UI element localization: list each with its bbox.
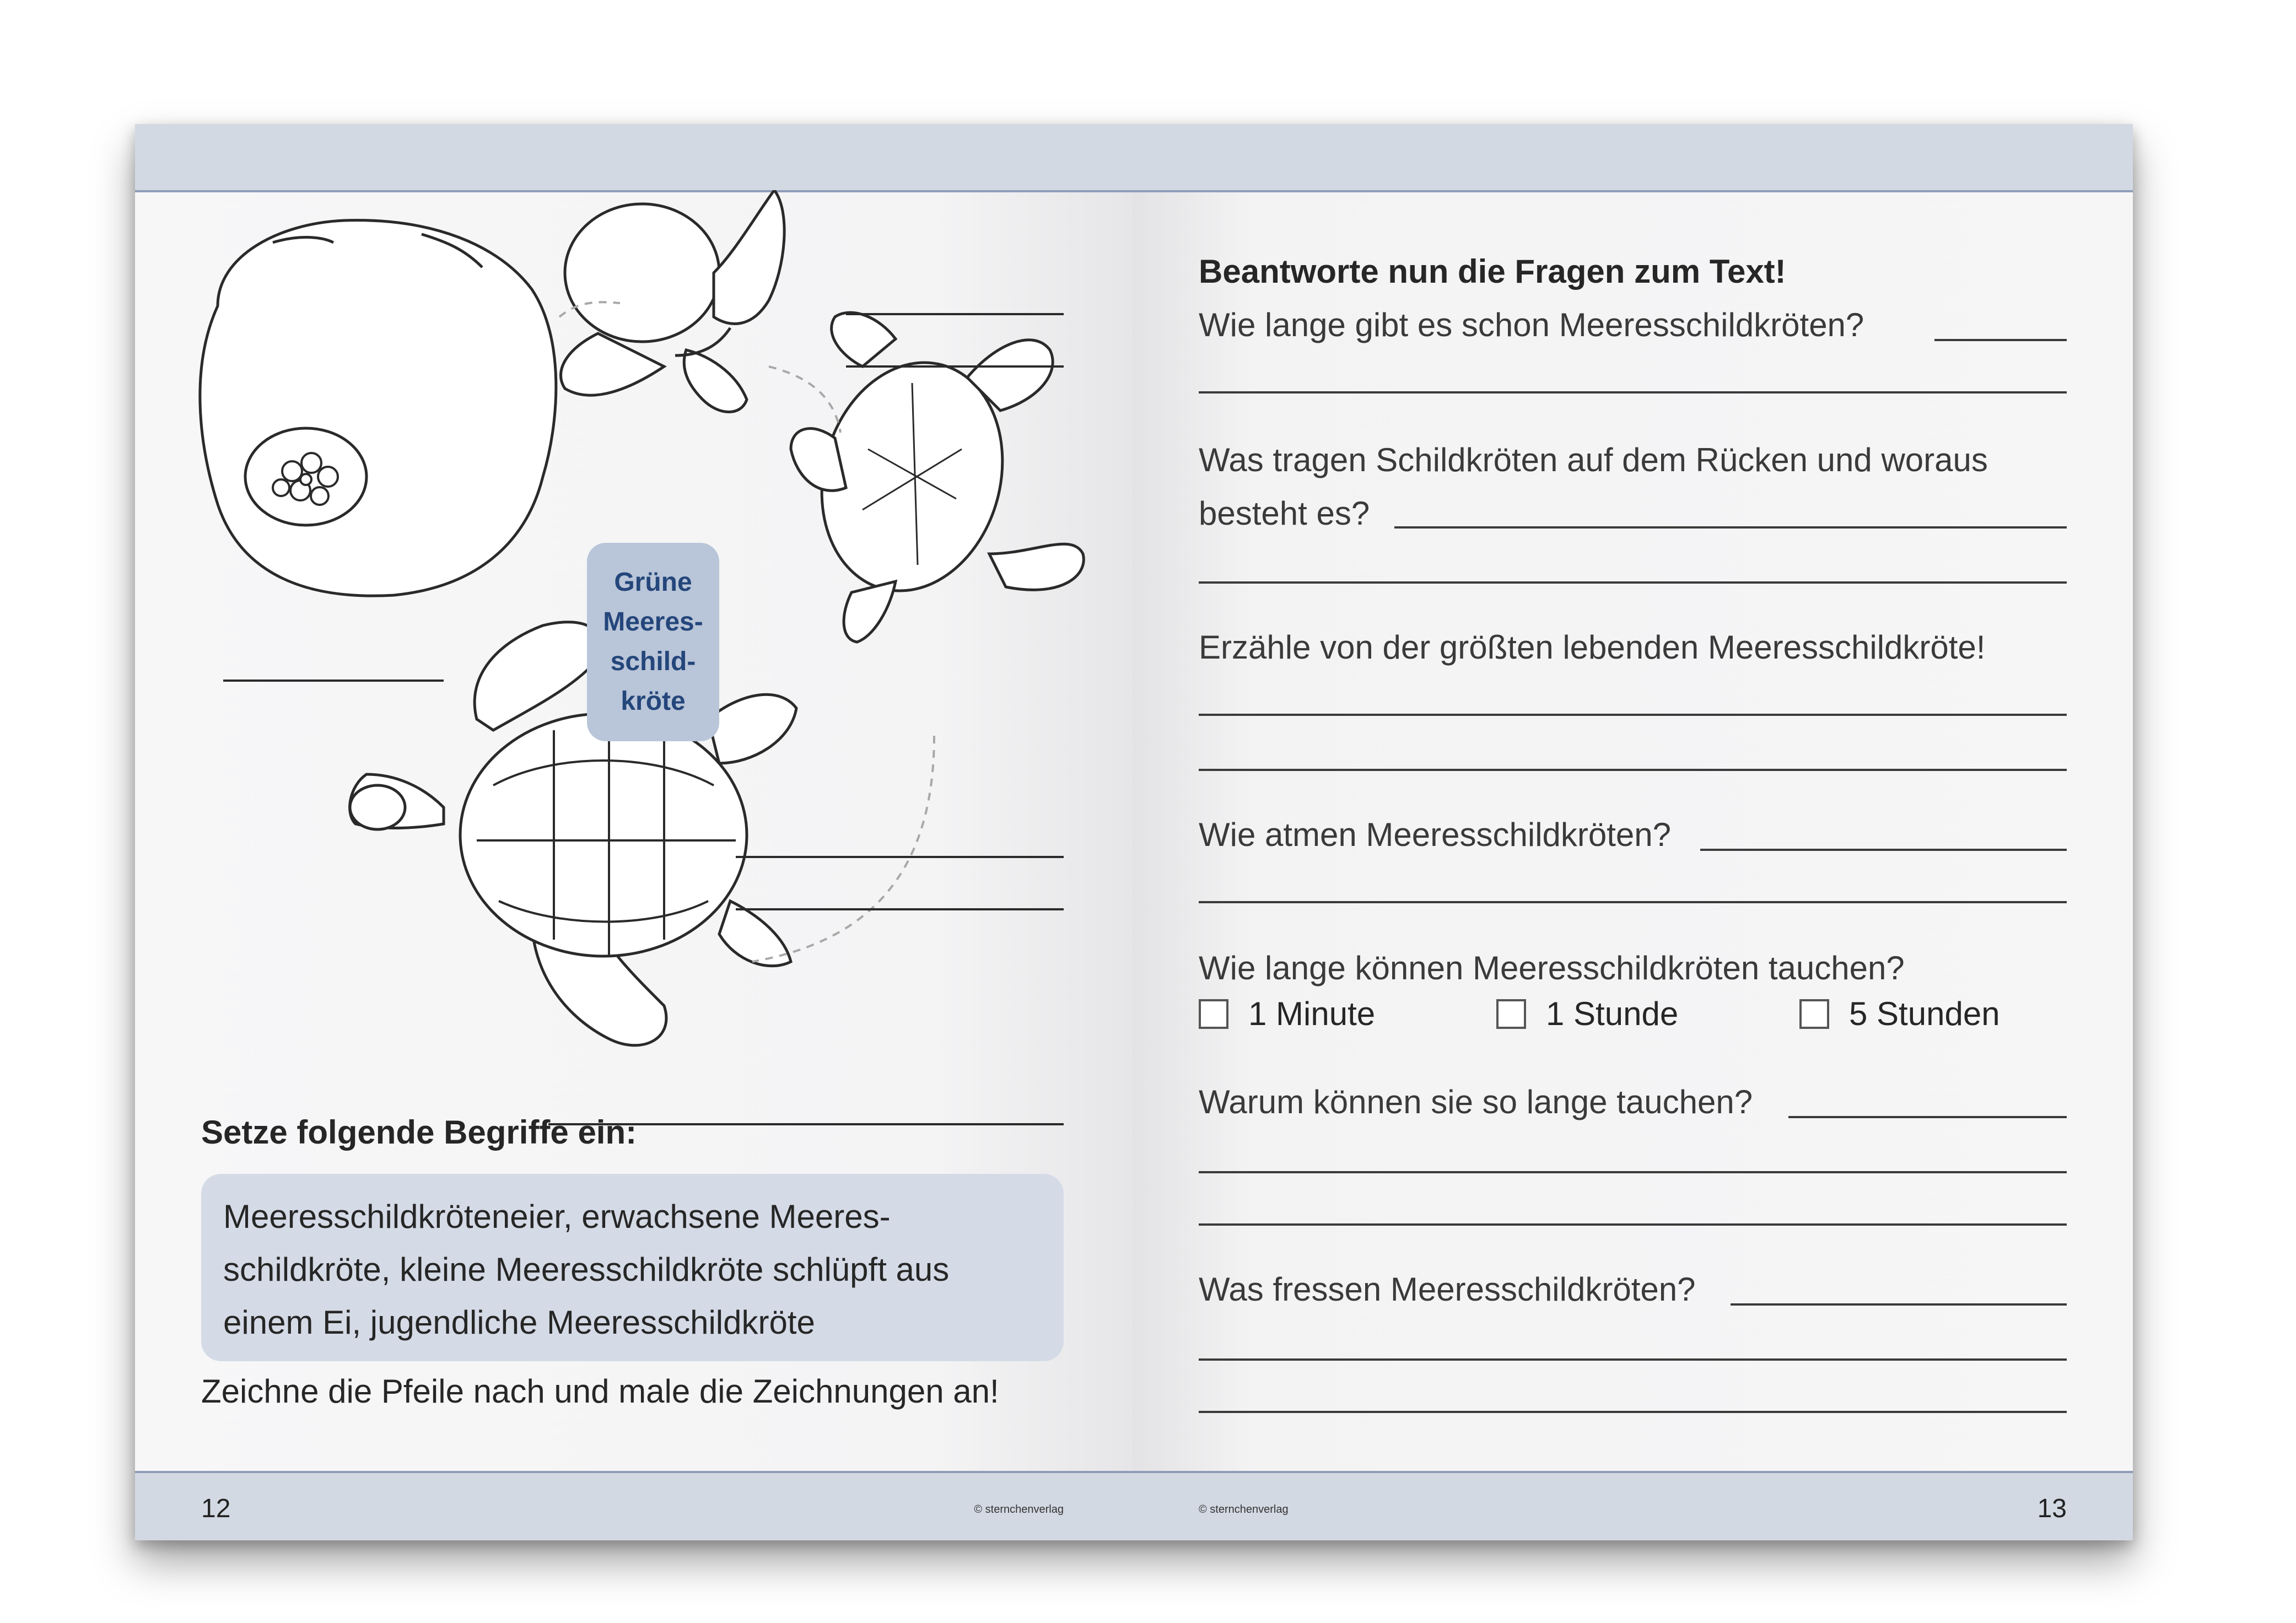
question-3: Erzähle von der größten lebenden Meeresschildkröte!: [1199, 629, 1986, 666]
arrow-hatchling-to-juvenile: [769, 366, 840, 433]
species-label-line: kröte: [621, 687, 686, 716]
species-label-line: Meeres-: [603, 607, 703, 637]
terms-heading: Setze folgende Begriffe ein:: [201, 1114, 637, 1151]
arrow-juvenile-to-adult: [752, 736, 934, 962]
terms-line: einem Ei, jugendliche Meeresschildkröte: [223, 1304, 815, 1341]
answer-line[interactable]: [1199, 1223, 2067, 1226]
question-2-continued: besteht es?: [1199, 495, 1370, 532]
answer-line[interactable]: [1788, 1116, 2067, 1118]
species-label-line: Grüne: [614, 568, 692, 597]
publisher-credit: © sternchenverlag: [1199, 1503, 1289, 1516]
header-band: [1133, 124, 2133, 192]
checkbox[interactable]: [1199, 999, 1228, 1029]
terms-line: Meeresschildkröteneier, erwachsene Meeres-: [223, 1198, 891, 1235]
footer-band: [1133, 1471, 2133, 1540]
option-5-stunden[interactable]: [1799, 995, 2000, 1033]
option-label: 1 Stunde: [1546, 995, 1679, 1032]
answer-line[interactable]: [1199, 391, 2067, 393]
answer-line[interactable]: [1934, 339, 2067, 341]
option-1-minute[interactable]: [1199, 995, 1375, 1033]
question-1: Wie lange gibt es schon Meeresschildkröten?: [1199, 306, 1864, 343]
question-2: Was tragen Schildkröten auf dem Rücken und woraus: [1199, 441, 1988, 478]
page-number: 13: [2037, 1494, 2067, 1523]
drawing-instruction: Zeichne die Pfeile nach und male die Zeichnungen an!: [201, 1373, 999, 1410]
option-label: 1 Minute: [1248, 995, 1376, 1032]
answer-line[interactable]: [1700, 849, 2067, 851]
juvenile-turtle-drawing: [791, 312, 1084, 642]
publisher-credit: © sternchenverlag: [974, 1503, 1064, 1516]
question-4: Wie atmen Meeresschildkröten?: [1199, 816, 1672, 853]
adult-turtle-drawing: [350, 622, 796, 1045]
species-label-line: schild-: [610, 647, 696, 676]
checkbox[interactable]: [1496, 999, 1526, 1029]
question-6: Warum können sie so lange tauchen?: [1199, 1083, 1753, 1120]
footer-band: [135, 1471, 1133, 1540]
terms-line: schildkröte, kleine Meeresschildkröte schlüpft aus: [223, 1251, 950, 1288]
questions-heading: Beantworte nun die Fragen zum Text!: [1199, 253, 1786, 290]
checkbox[interactable]: [1799, 999, 1829, 1029]
answer-line[interactable]: [1199, 714, 2067, 716]
answer-line[interactable]: [1731, 1303, 2067, 1306]
hatchling-turtle-drawing: [561, 190, 785, 412]
left-page: [135, 124, 1133, 1540]
option-label: 5 Stunden: [1849, 995, 2000, 1032]
answer-line[interactable]: [1199, 1411, 2067, 1413]
answer-line[interactable]: [1199, 901, 2067, 903]
answer-line[interactable]: [1199, 769, 2067, 771]
question-5: Wie lange können Meeresschildkröten tauchen?: [1199, 950, 1905, 986]
terms-box: [201, 1174, 1064, 1361]
species-label-box: [587, 543, 719, 741]
answer-line[interactable]: [1199, 1171, 2067, 1173]
right-page: [1133, 124, 2133, 1540]
open-workbook: [135, 124, 2133, 1540]
question-7: Was fressen Meeresschildkröten?: [1199, 1271, 1696, 1308]
answer-line[interactable]: [1199, 1358, 2067, 1361]
header-band: [135, 124, 1133, 192]
answer-line[interactable]: [1394, 526, 2067, 529]
turtle-eggs-drawing: [200, 220, 556, 596]
option-1-stunde[interactable]: [1496, 995, 1678, 1033]
page-number: 12: [201, 1494, 231, 1523]
answer-line[interactable]: [1199, 581, 2067, 584]
